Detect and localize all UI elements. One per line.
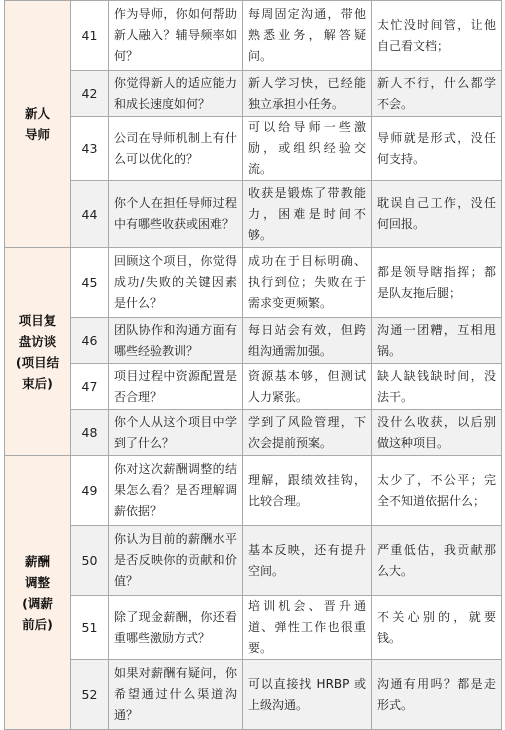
negative-answer: 耽误自己工作，没任何回报。 [372, 181, 502, 248]
table-row [5, 364, 502, 410]
table-row [5, 181, 502, 248]
positive-answer: 每日站会有效，但跨组沟通需加强。 [243, 318, 372, 364]
positive-answer: 收获是锻炼了带教能力，困难是时间不够。 [243, 181, 372, 248]
table-row [5, 1, 502, 71]
negative-answer: 太忙没时间管，让他自己看文档； [372, 1, 502, 71]
question-number: 41 [71, 1, 109, 71]
question-text: 回顾这个项目，你觉得成功/失败的关键因素是什么？ [109, 248, 243, 318]
negative-answer: 沟通一团糟，互相甩锅。 [372, 318, 502, 364]
negative-answer: 严重低估，我贡献那么大。 [372, 526, 502, 596]
table-row [5, 410, 502, 456]
positive-answer: 理解，跟绩效挂钩，比较合理。 [243, 456, 372, 526]
positive-answer: 基本反映，还有提升空间。 [243, 526, 372, 596]
table-row [5, 596, 502, 660]
positive-answer: 可以给导师一些激励，或组织经验交流。 [243, 117, 372, 181]
question-number: 52 [71, 660, 109, 730]
negative-answer: 缺人缺钱缺时间，没法干。 [372, 364, 502, 410]
positive-answer: 培训机会、晋升通道、弹性工作也很重要。 [243, 596, 372, 660]
question-text: 作为导师，你如何帮助新人融入？辅导频率如何？ [109, 1, 243, 71]
interview-question-table [4, 0, 502, 730]
table-row [5, 318, 502, 364]
positive-answer: 可以直接找 HRBP 或上级沟通。 [243, 660, 372, 730]
category-label-line: 项目复 [18, 312, 57, 328]
negative-answer: 不关心别的，就要钱。 [372, 596, 502, 660]
category-label-line: 盘访谈 [18, 333, 57, 349]
positive-answer: 学到了风险管理，下次会提前预案。 [243, 410, 372, 456]
question-number: 49 [71, 456, 109, 526]
negative-answer: 没什么收获，以后别做这种项目。 [372, 410, 502, 456]
question-number: 43 [71, 117, 109, 181]
question-text: 你对这次薪酬调整的结果怎么看？是否理解调薪依据？ [109, 456, 243, 526]
question-text: 除了现金薪酬，你还看重哪些激励方式？ [109, 596, 243, 660]
positive-answer: 成功在于目标明确、执行到位；失败在于需求变更频繁。 [243, 248, 372, 318]
negative-answer: 太少了，不公平；完全不知道依据什么； [372, 456, 502, 526]
question-number: 42 [71, 71, 109, 117]
question-text: 你个人从这个项目中学到了什么？ [109, 410, 243, 456]
table-row [5, 117, 502, 181]
category-label-line: (调薪 [22, 595, 53, 611]
question-text: 团队协作和沟通方面有哪些经验教训？ [109, 318, 243, 364]
question-text: 你个人在担任导师过程中有哪些收获或困难？ [109, 181, 243, 248]
question-text: 如果对薪酬有疑问，你希望通过什么渠道沟通？ [109, 660, 243, 730]
category-label-line: 前后) [22, 616, 53, 632]
question-text: 公司在导师机制上有什么可以优化的？ [109, 117, 243, 181]
positive-answer: 每周固定沟通，带他熟悉业务，解答疑问。 [243, 1, 372, 71]
question-number: 46 [71, 318, 109, 364]
category-cell-salary-adjustment [5, 456, 71, 730]
category-cell-mentor [5, 1, 71, 248]
table-body [5, 1, 502, 730]
negative-answer: 导师就是形式，没任何支持。 [372, 117, 502, 181]
category-label-line: 薪酬 [24, 553, 50, 569]
table-row [5, 660, 502, 730]
category-label-line: 新人 [24, 106, 50, 121]
question-number: 51 [71, 596, 109, 660]
table-row [5, 248, 502, 318]
negative-answer: 都是领导瞎指挥；都是队友拖后腿； [372, 248, 502, 318]
question-number: 50 [71, 526, 109, 596]
category-cell-project-review [5, 248, 71, 456]
category-label-line: 导师 [24, 127, 50, 142]
table-row [5, 71, 502, 117]
negative-answer: 沟通有用吗？都是走形式。 [372, 660, 502, 730]
question-number: 44 [71, 181, 109, 248]
negative-answer: 新人不行，什么都学不会。 [372, 71, 502, 117]
table-row [5, 526, 502, 596]
positive-answer: 新人学习快，已经能独立承担小任务。 [243, 71, 372, 117]
category-label-line: 束后) [22, 375, 53, 391]
question-number: 48 [71, 410, 109, 456]
question-text: 你认为目前的薪酬水平是否反映你的贡献和价值？ [109, 526, 243, 596]
category-label-line: (项目结 [15, 354, 60, 370]
positive-answer: 资源基本够，但测试人力紧张。 [243, 364, 372, 410]
question-number: 47 [71, 364, 109, 410]
table-row [5, 456, 502, 526]
question-text: 项目过程中资源配置是否合理？ [109, 364, 243, 410]
category-label-line: 调整 [24, 574, 50, 590]
question-text: 你觉得新人的适应能力和成长速度如何？ [109, 71, 243, 117]
question-number: 45 [71, 248, 109, 318]
